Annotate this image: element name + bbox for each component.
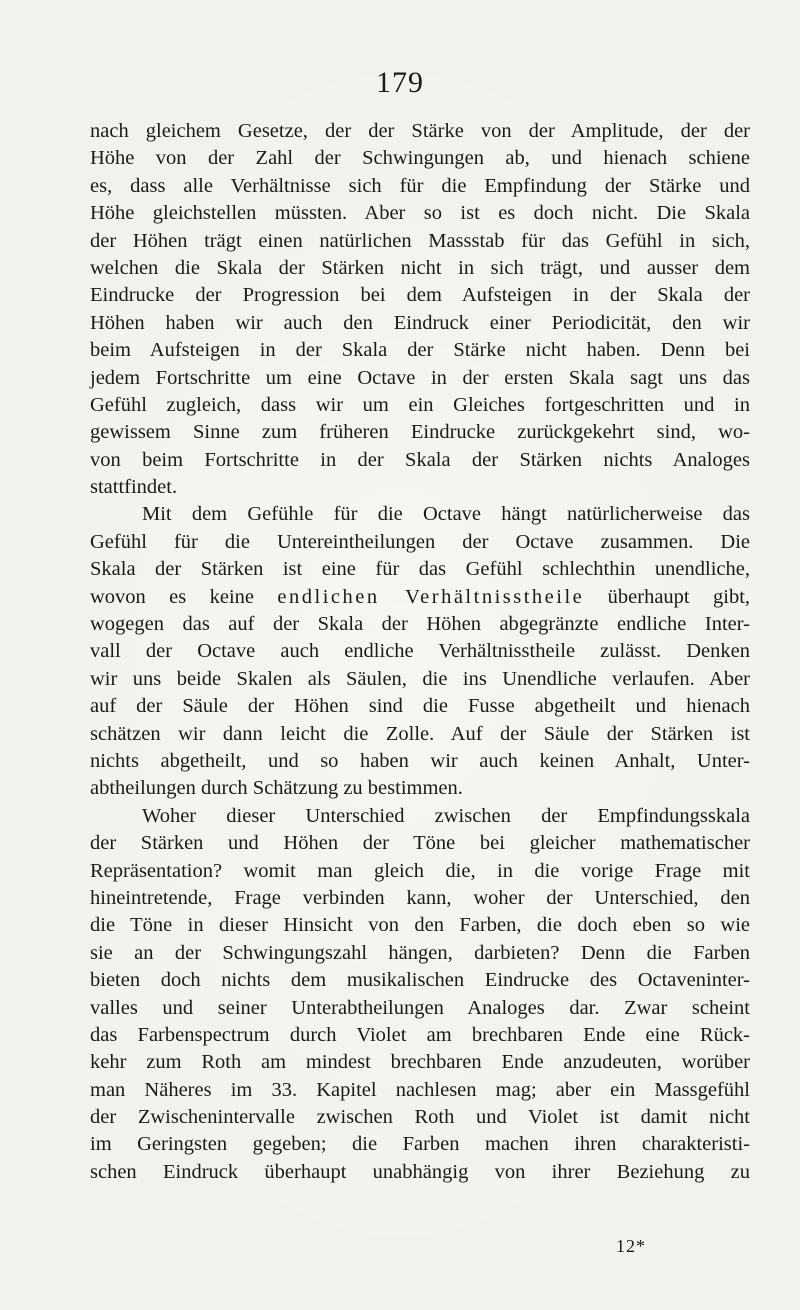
text-line: Eindrucke der Progression bei dem Aufsteigen in der Skala der [90, 284, 750, 307]
text-line: der Stärken und Höhen der Töne bei gleicher mathematischer [90, 832, 750, 855]
text-line: Gefühl für die Untereintheilungen der Octave zusammen. Die [90, 530, 750, 553]
body-text [90, 118, 750, 1186]
text-line: gewissem Sinne zum früheren Eindrucke zurückgekehrt sind, wo- [90, 421, 750, 444]
text-line: die Töne in dieser Hinsicht von den Farben, die doch eben so wie [90, 914, 750, 937]
text-line: von beim Fortschritte in der Skala der Stärken nichts Analoges [90, 448, 750, 471]
text-line: Woher dieser Unterschied zwischen der Empfindungsskala [142, 804, 750, 827]
text-line: im Geringsten gegeben; die Farben machen ihren charakteristi- [90, 1133, 750, 1156]
text-line: hineintretende, Frage verbinden kann, woher der Unterschied, den [90, 886, 750, 909]
text-line: bieten doch nichts dem musikalischen Eindrucke des Octaveninter- [90, 969, 750, 992]
text-line: wir uns beide Skalen als Säulen, die ins Unendliche verlaufen. Aber [90, 667, 750, 690]
text-line: auf der Säule der Höhen sind die Fusse abgetheilt und hienach [90, 695, 750, 718]
text-line: Höhe von der Zahl der Schwingungen ab, und hienach schiene [90, 147, 750, 170]
text-line: man Näheres im 33. Kapitel nachlesen mag; aber ein Massgefühl [90, 1078, 750, 1101]
text-line: stattfindet. [90, 476, 178, 499]
text-line: Mit dem Gefühle für die Octave hängt natürlicherweise das [142, 503, 750, 526]
text-line: kehr zum Roth am mindest brechbaren Ende anzudeuten, worüber [90, 1051, 750, 1074]
text-line: jedem Fortschritte um eine Octave in der ersten Skala sagt uns das [90, 366, 750, 389]
text-line: Skala der Stärken ist eine für das Gefühl schlechthin unendliche, [90, 558, 750, 581]
text-line: valles und seiner Unterabtheilungen Analoges dar. Zwar scheint [90, 996, 750, 1019]
text-line: Repräsentation? womit man gleich die, in die vorige Frage mit [90, 859, 750, 882]
text-line: sie an der Schwingungszahl hängen, darbieten? Denn die Farben [90, 941, 750, 964]
text-line: Höhe gleichstellen müssten. Aber so ist es doch nicht. Die Skala [90, 202, 750, 225]
text-line: der Zwischenintervalle zwischen Roth und Violet ist damit nicht [90, 1106, 750, 1129]
text-line: wogegen das auf der Skala der Höhen abgegränzte endliche Inter- [90, 613, 750, 636]
text-line: nach gleichem Gesetze, der der Stärke von der Amplitude, der der [90, 120, 750, 142]
text-line: der Höhen trägt einen natürlichen Massstab für das Gefühl in sich, [90, 229, 750, 252]
paragraph-1 [90, 118, 750, 501]
emphasized-phrase: endlichen Verhältnisstheile [277, 585, 585, 608]
line-segment: überhaupt gibt, [607, 585, 751, 608]
text-line: welchen die Skala der Stärken nicht in sich trägt, und ausser dem [90, 256, 750, 279]
line-segment: wovon es keine [90, 585, 255, 608]
text-line: beim Aufsteigen in der Skala der Stärke nicht haben. Denn bei [90, 339, 750, 362]
text-line: nichts abgetheilt, und so haben wir auch keinen Anhalt, Unter- [90, 749, 750, 772]
text-line: abtheilungen durch Schätzung zu bestimmen. [90, 777, 463, 800]
text-line: Höhen haben wir auch den Eindruck einer Periodicität, den wir [90, 311, 750, 334]
text-line-with-emphasis [90, 584, 750, 611]
paragraph-2 [90, 501, 750, 802]
paragraph-3 [90, 803, 750, 1186]
page-number: 179 [376, 66, 424, 99]
text-line: schätzen wir dann leicht die Zolle. Auf der Säule der Stärken ist [90, 722, 750, 745]
text-line: es, dass alle Verhältnisse sich für die Empfindung der Stärke und [90, 174, 750, 197]
text-line: das Farbenspectrum durch Violet am brechbaren Ende eine Rück- [90, 1023, 750, 1046]
text-line: vall der Octave auch endliche Verhältnisstheile zulässt. Denken [90, 640, 750, 663]
text-line: Gefühl zugleich, dass wir um ein Gleiches fortgeschritten und in [90, 393, 750, 416]
text-line: schen Eindruck überhaupt unabhängig von ihrer Beziehung zu [90, 1160, 750, 1183]
signature-mark: 12* [616, 1236, 646, 1256]
